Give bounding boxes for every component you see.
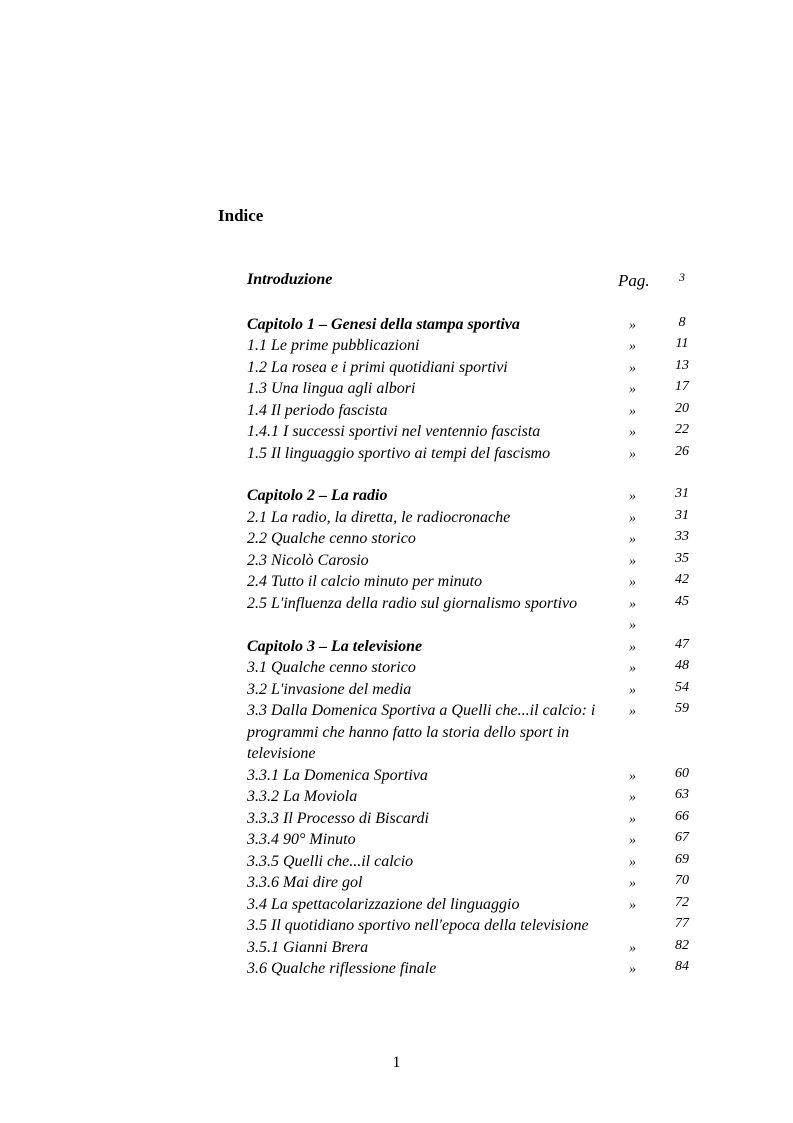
toc-entry-page: 35 [675,550,689,566]
toc-entry-title: 3.3.2 La Moviola [247,788,358,805]
toc-entry-marker: » [629,618,636,633]
toc-entry-title: 1.2 La rosea e i primi quotidiani sportivi [247,358,508,376]
toc-entry-marker: » [629,553,636,569]
toc-entry-title: 3.3 Dalla Domenica Sportiva a Quelli che...il calcio: i programmi che hanno fatto la storia dello sport in televisione [247,702,596,762]
toc-entry [247,829,707,851]
toc-entry-marker: » [629,811,636,827]
toc-entry-page: 63 [675,787,689,802]
toc-entry [247,550,707,572]
toc-entry-marker: » [629,962,636,977]
toc-entry [247,851,707,873]
toc-entry-title: 3.5.1 Gianni Brera [247,938,369,956]
toc-entry-title: 1.4.1 I successi sportivi nel ventennio fascista [247,423,541,440]
toc-entry-title: 2.3 Nicolò Carosio [247,551,369,569]
toc-entry [247,765,707,787]
toc-entry-title: Capitolo 3 – La televisione [247,637,423,655]
toc-entry [247,443,707,465]
toc-entry-page: 31 [675,486,689,501]
toc-entry-marker: » [629,833,636,848]
toc-entry-page: 31 [675,507,689,523]
toc-entry [247,378,707,400]
toc-entry-marker: » [629,790,636,805]
toc-entry-title: 3.4 La spettacolarizzazione del linguaggio [247,895,520,913]
toc-entry [247,808,707,830]
toc-entry-page: 69 [675,851,689,867]
toc-entry-page: 60 [675,765,689,781]
toc-entry-title: 1.5 Il linguaggio sportivo ai tempi del fascismo [247,444,551,462]
toc-entry [247,421,707,443]
toc-entry [247,335,707,357]
toc-entry-page: 67 [675,830,689,845]
toc-entry-page: 59 [675,701,689,716]
toc-entry-marker: » [629,360,636,376]
toc-entry-marker: » [629,661,636,676]
toc-entry-marker: » [629,704,636,719]
toc-entry-marker: » [629,317,636,333]
toc-entry-title: 2.1 La radio, la diretta, le radiocronache [247,508,511,526]
toc-entry-marker: » [629,382,636,397]
toc-entry-marker: » [629,425,636,440]
toc-entry-title: 3.3.1 La Domenica Sportiva [247,766,428,784]
toc-entry-title: 3.3.4 90° Minuto [247,831,356,848]
toc-entry-marker: » [629,682,636,698]
toc-entry [247,915,707,937]
toc-entry [247,400,707,422]
toc-entry-marker: » [629,575,636,590]
toc-entry [247,614,707,636]
toc-entry-page: 84 [675,959,689,974]
toc-entry-title: 3.3.6 Mai dire gol [247,874,363,891]
toc-entry [247,894,707,916]
toc-entry-title: 2.2 Qualche cenno storico [247,530,416,547]
toc-entry-page: 11 [675,336,689,351]
toc-entry-page: 70 [675,873,689,888]
toc-entry-title: Capitolo 1 – Genesi della stampa sportiva [247,315,520,333]
toc-entry-page: 82 [675,937,689,953]
toc-entry-marker: » [629,489,636,504]
page-heading: Indice [218,206,264,225]
toc-entry [247,657,707,679]
toc-entry-page: 13 [675,357,689,373]
toc-entry-title: Capitolo 2 – La radio [247,487,388,504]
toc-entry-page: 17 [675,379,689,394]
toc-entry-page: 42 [675,572,689,587]
toc-entry-title: 3.5 Il quotidiano sportivo nell'epoca della televisione [247,917,589,934]
toc-entry [247,357,707,379]
toc-entry-marker: » [629,940,636,956]
toc-entry-title: 2.5 L'influenza della radio sul giornalismo sportivo [247,594,578,612]
toc-entry [247,269,707,291]
toc-entry-marker: » [629,854,636,870]
toc-entry-title: 3.6 Qualche riflessione finale [247,960,437,977]
toc-entry [247,958,707,980]
toc-entry-page: 45 [675,593,689,609]
toc-entry [247,872,707,894]
toc-entry [247,937,707,959]
toc-entry-page: 47 [675,636,689,652]
toc-entry-title: 3.1 Qualche cenno storico [247,659,416,676]
toc-entry [247,485,707,507]
toc-entry-marker: » [629,510,636,526]
toc-entry [247,507,707,529]
toc-entry-page: 8 [678,314,686,330]
toc-entry-marker: » [629,768,636,784]
toc-entry-title: 1.4 Il periodo fascista [247,401,388,419]
toc-entry-title: 3.3.5 Quelli che...il calcio [247,852,414,870]
toc-entry-title: 1.3 Una lingua agli albori [247,380,416,397]
page-number: 1 [392,1054,401,1071]
toc-entry [247,700,707,765]
toc-entry-page: 20 [675,400,689,416]
toc-entry [247,679,707,701]
toc-entry [247,314,707,336]
toc-entry-page: 26 [675,443,689,459]
toc-entry-marker: » [629,339,636,354]
toc-entry-marker: » [629,639,636,655]
toc-entry-page: 33 [675,529,689,544]
toc-entry-title: 3.3.3 Il Processo di Biscardi [247,809,429,827]
toc-entry-marker: » [629,596,636,612]
toc-entry [247,528,707,550]
toc-entry-page: 3 [679,270,685,284]
toc-entry-marker: » [629,876,636,891]
table-of-contents [247,269,707,980]
toc-entry-page: 54 [675,679,689,695]
toc-entry-marker: » [629,897,636,913]
toc-entry-title: 1.1 Le prime pubblicazioni [247,337,420,354]
toc-entry [247,571,707,593]
toc-entry-title: Introduzione [247,271,333,288]
toc-entry-page: 72 [675,894,689,910]
toc-entry-marker: Pag. [618,271,650,290]
toc-entry-marker: » [629,403,636,419]
toc-entry [247,636,707,658]
toc-entry-page: 48 [675,658,689,673]
toc-entry-title: 3.2 L'invasione del media [247,680,412,698]
toc-entry [247,786,707,808]
toc-entry-marker: » [629,532,636,547]
toc-entry [247,593,707,615]
toc-entry-page: 66 [675,808,689,824]
toc-entry-page: 22 [675,422,689,437]
toc-entry-marker: » [629,446,636,462]
toc-entry-title: 2.4 Tutto il calcio minuto per minuto [247,573,483,590]
toc-entry-page: 77 [675,916,689,931]
